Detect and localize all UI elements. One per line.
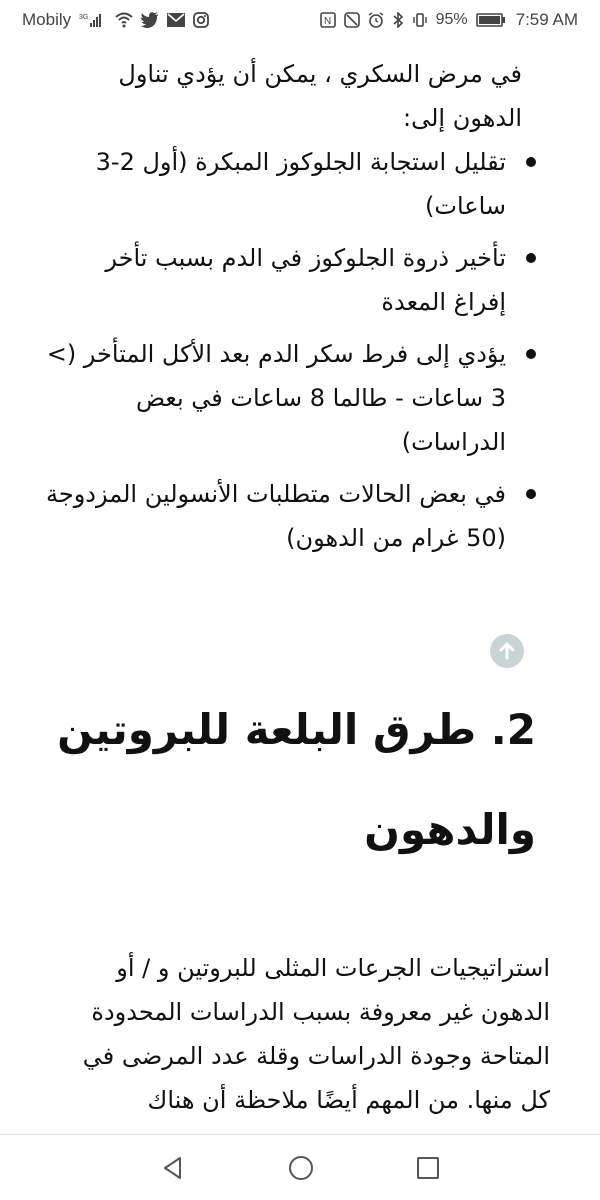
home-circle-icon[interactable] [287,1154,315,1182]
bullet-dot [526,489,536,499]
section-heading: 2. طرق البلعة للبروتين والدهون [57,705,536,854]
list-item [46,236,536,324]
email-icon [167,13,185,27]
bullet-dot [526,253,536,263]
bullet-dot [526,349,536,359]
svg-text:N: N [323,16,331,27]
navigation-bar [0,1134,600,1200]
intro-paragraph: في مرض السكري ، يمكن أن يؤدي تناول الدهون إلى: [118,60,522,132]
twitter-icon [141,12,159,28]
list-item [46,332,536,464]
article-content[interactable] [0,40,600,1133]
svg-text:3G: 3G [79,14,89,21]
body-paragraph: استراتيجيات الجرعات المثلى للبروتين و / أو الدهون غير معروفة بسبب الدراسات المحدودة المتاحة وجودة الدراسات وقلة عدد المرضى في كل منها. من المهم أيضًا ملاحظة أن هناك [82,954,550,1114]
scroll-to-top-button[interactable] [490,634,524,668]
list-item-text: تقليل استجابة الجلوكوز المبكرة (أول 2-3 ساعات) [95,148,506,220]
list-item-text: يؤدي إلى فرط سكر الدم بعد الأكل المتأخر (> 3 ساعات - طالما 8 ساعات في بعض الدراسات) [46,340,506,456]
bullet-dot [526,157,536,167]
signal-icon [79,12,107,28]
back-triangle-icon[interactable] [160,1155,186,1181]
list-item [46,472,536,560]
list-item-text: في بعض الحالات متطلبات الأنسولين المزدوجة (50 غرام من الدهون) [46,480,506,552]
arrow-up-icon [497,641,517,661]
carrier-name: Mobily [22,10,72,29]
nfc-icon [320,12,336,28]
vibrate-icon [412,12,428,28]
instagram-icon [193,12,209,28]
battery-percent: 95% [435,11,468,28]
alarm-icon [368,12,384,28]
list-item-text: تأخير ذروة الجلوكوز في الدم بسبب تأخر إفراغ المعدة [105,244,506,316]
mute-icon [344,12,360,28]
status-right [320,10,578,30]
status-bar [0,0,600,40]
wifi-icon [115,12,133,28]
list-item [46,140,536,228]
bluetooth-icon [392,12,404,28]
clock: 7:59 AM [515,10,578,29]
status-left [22,10,209,30]
bullet-list [46,140,536,560]
recents-square-icon[interactable] [416,1156,440,1180]
battery-icon [476,13,506,27]
